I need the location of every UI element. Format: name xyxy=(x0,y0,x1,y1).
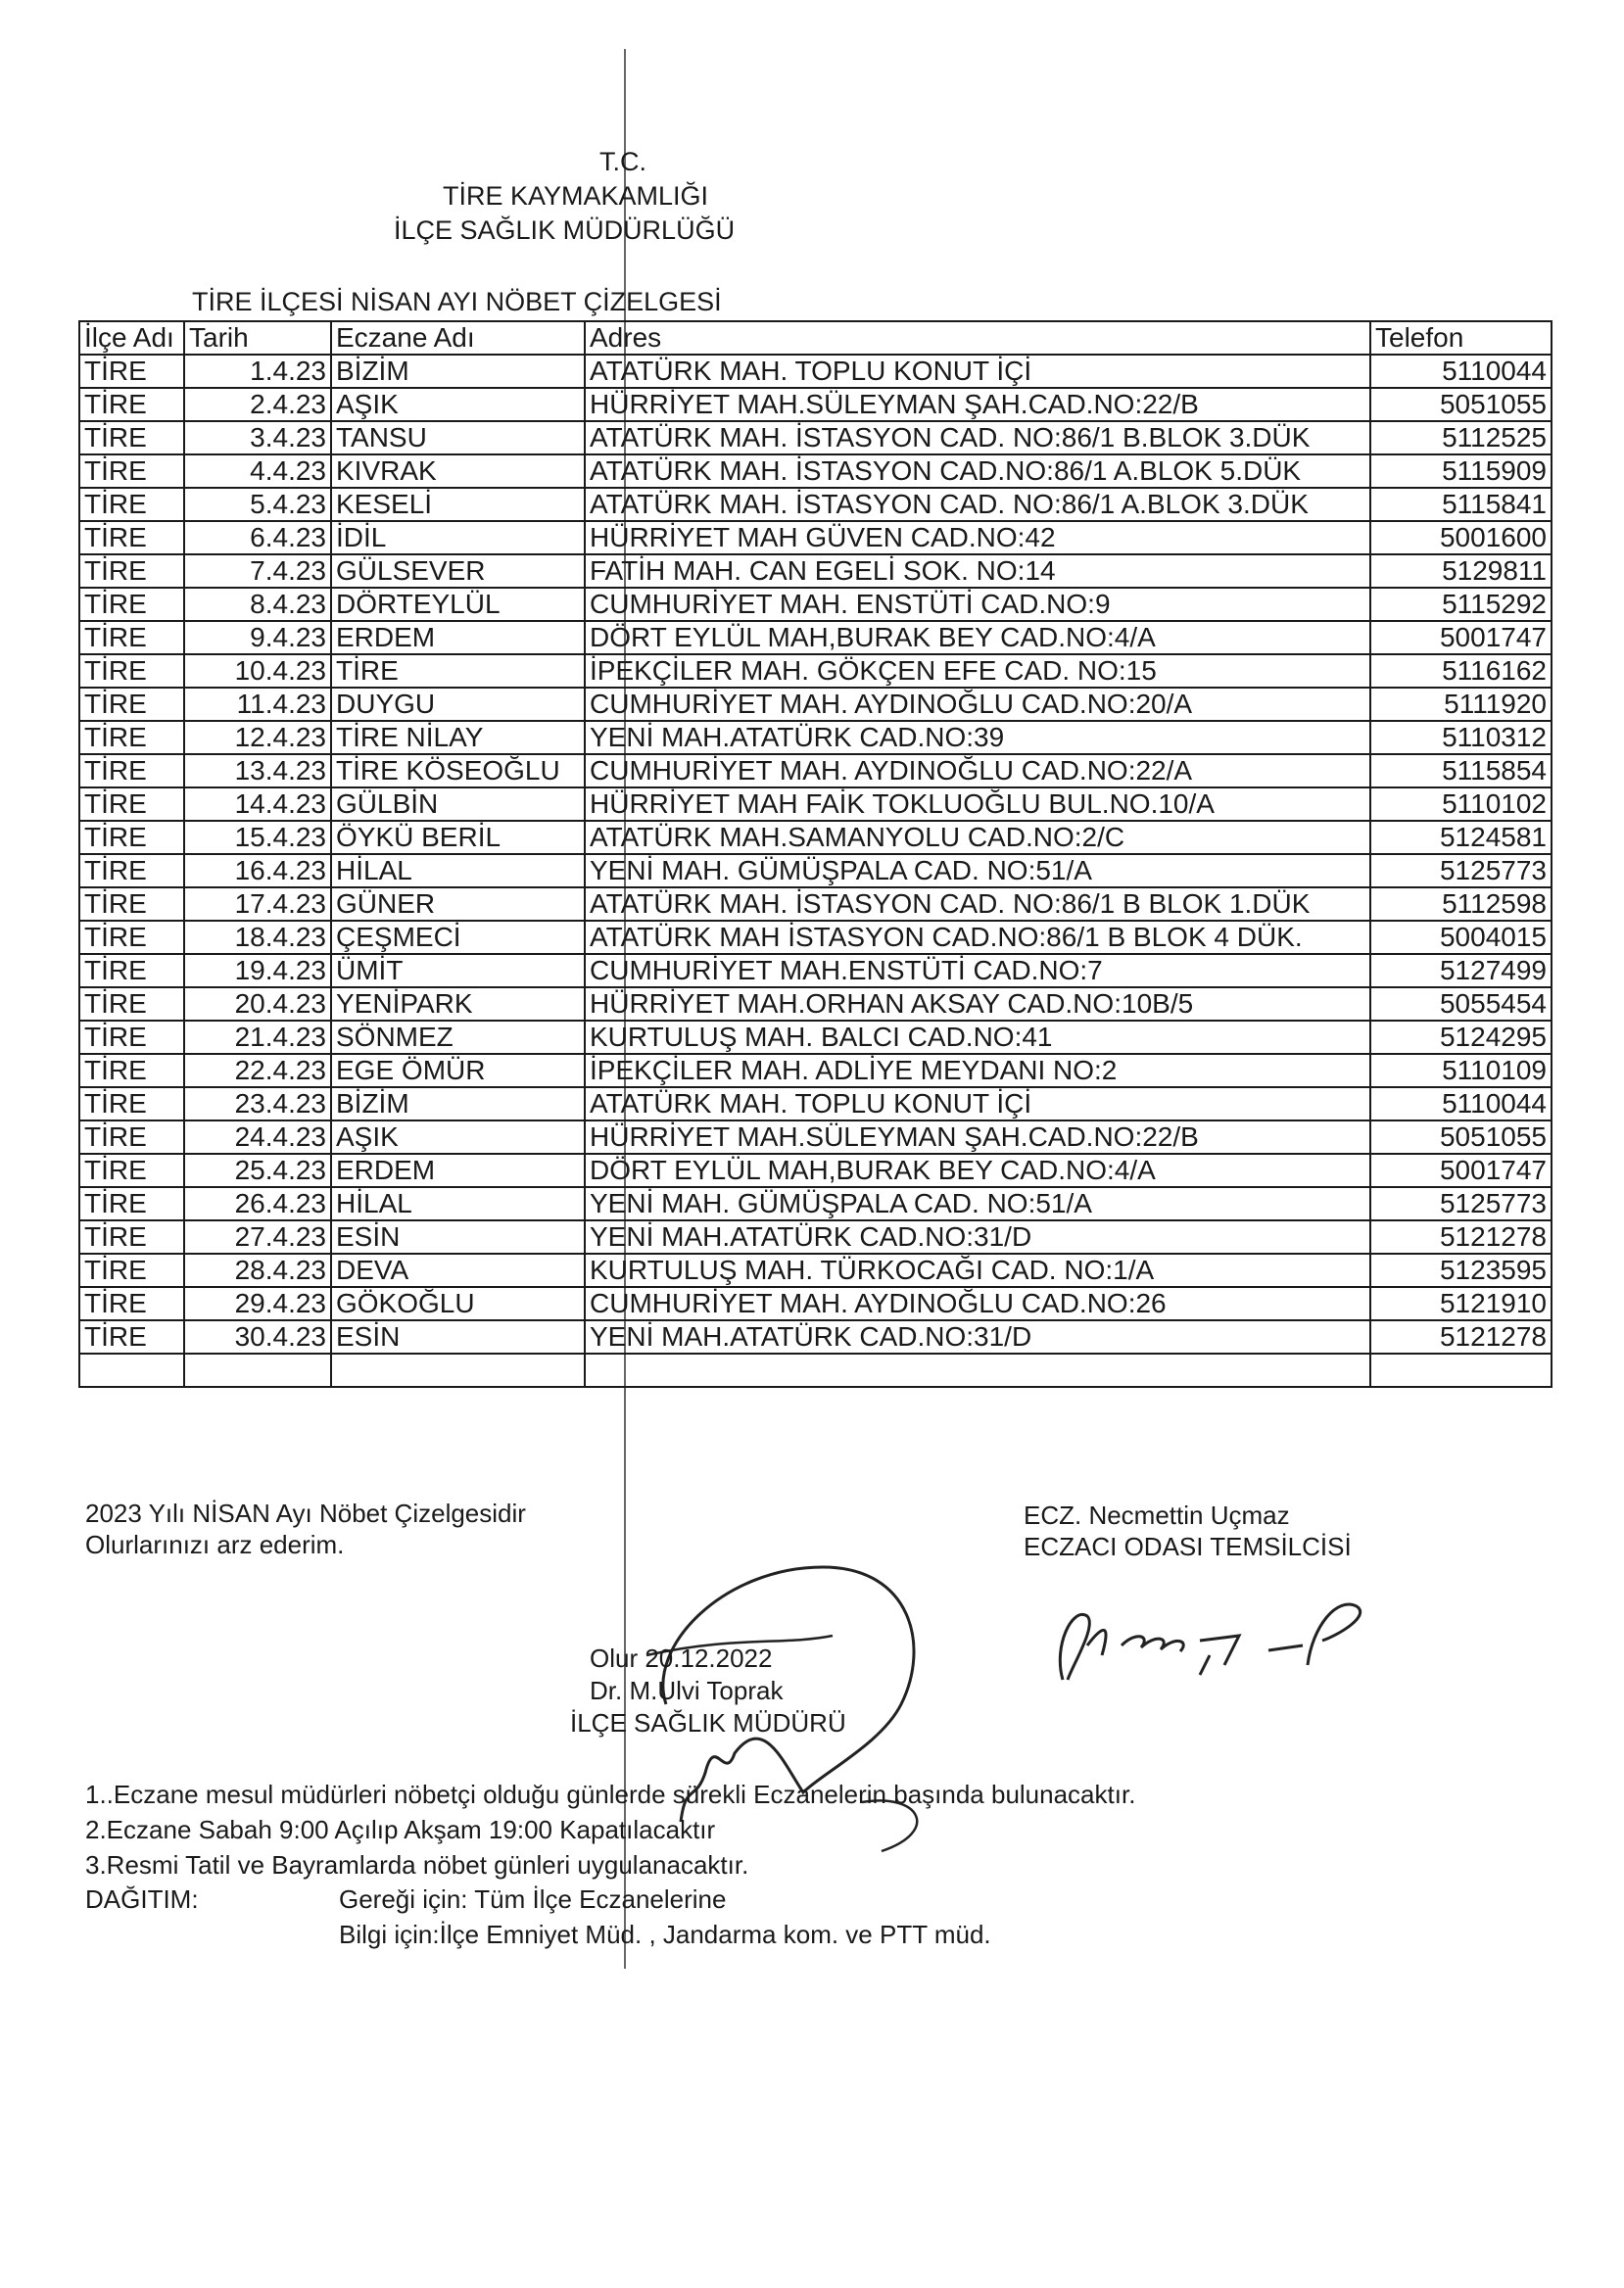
cell-adres: ATATÜRK MAH. TOPLU KONUT İÇİ xyxy=(585,355,1370,388)
cell-adres: HÜRRİYET MAH.SÜLEYMAN ŞAH.CAD.NO:22/B xyxy=(585,1120,1370,1154)
table-row xyxy=(79,654,1552,688)
cell-ilce: TİRE xyxy=(79,621,184,654)
cell-eczane: KESELİ xyxy=(331,488,585,521)
cell-ilce: TİRE xyxy=(79,355,184,388)
cell-eczane: GÜLBİN xyxy=(331,787,585,821)
cell-adres: ATATÜRK MAH. İSTASYON CAD. NO:86/1 B BLOK 1.DÜK xyxy=(585,887,1370,921)
cell-tarih: 20.4.23 xyxy=(184,987,331,1021)
cell-ilce: TİRE xyxy=(79,1054,184,1087)
cell-adres: KURTULUŞ MAH. BALCI CAD.NO:41 xyxy=(585,1021,1370,1054)
cell-ilce: TİRE xyxy=(79,1021,184,1054)
cell-adres: HÜRRİYET MAH.SÜLEYMAN ŞAH.CAD.NO:22/B xyxy=(585,388,1370,421)
cell-eczane: TANSU xyxy=(331,421,585,454)
distribution-action: Gereği için: Tüm İlçe Eczanelerine xyxy=(339,1884,727,1914)
cell-eczane: DUYGU xyxy=(331,688,585,721)
header-kaymakamlik: TİRE KAYMAKAMLIĞI xyxy=(443,181,709,211)
cell-ilce: TİRE xyxy=(79,787,184,821)
cell-ilce: TİRE xyxy=(79,1320,184,1354)
cell-telefon: 5110044 xyxy=(1370,355,1552,388)
table-row xyxy=(79,1220,1552,1254)
cell-ilce: TİRE xyxy=(79,887,184,921)
cell-adres: FATİH MAH. CAN EGELİ SOK. NO:14 xyxy=(585,554,1370,588)
cell-telefon: 5110102 xyxy=(1370,787,1552,821)
rule-2: 2.Eczane Sabah 9:00 Açılıp Akşam 19:00 Kapatılacaktır xyxy=(85,1815,716,1844)
cell-tarih: 28.4.23 xyxy=(184,1254,331,1287)
cell-ilce: TİRE xyxy=(79,721,184,754)
approval-date: Olur 20.12.2022 xyxy=(590,1644,773,1673)
cell-adres: YENİ MAH.ATATÜRK CAD.NO:31/D xyxy=(585,1320,1370,1354)
cell-telefon: 5001600 xyxy=(1370,521,1552,554)
table-row xyxy=(79,521,1552,554)
col-header-adres: Adres xyxy=(585,321,1370,355)
cell-eczane: ÖYKÜ BERİL xyxy=(331,821,585,854)
cell-tarih: 18.4.23 xyxy=(184,921,331,954)
cell-ilce: TİRE xyxy=(79,488,184,521)
cell-eczane: ERDEM xyxy=(331,621,585,654)
rep-title: ECZACI ODASI TEMSİLCİSİ xyxy=(1024,1532,1352,1561)
cell-eczane: İDİL xyxy=(331,521,585,554)
cell-tarih: 19.4.23 xyxy=(184,954,331,987)
cell-adres: YENİ MAH. GÜMÜŞPALA CAD. NO:51/A xyxy=(585,1187,1370,1220)
cell-telefon: 5127499 xyxy=(1370,954,1552,987)
cell-telefon: 5115292 xyxy=(1370,588,1552,621)
table-row xyxy=(79,1254,1552,1287)
cell-adres: İPEKÇİLER MAH. GÖKÇEN EFE CAD. NO:15 xyxy=(585,654,1370,688)
table-row xyxy=(79,421,1552,454)
cell-ilce: TİRE xyxy=(79,754,184,787)
cell-telefon: 5051055 xyxy=(1370,388,1552,421)
table-row xyxy=(79,355,1552,388)
cell-adres: İPEKÇİLER MAH. ADLİYE MEYDANI NO:2 xyxy=(585,1054,1370,1087)
cell-tarih: 23.4.23 xyxy=(184,1087,331,1120)
cell-adres: ATATÜRK MAH. İSTASYON CAD.NO:86/1 A.BLOK 5.DÜK xyxy=(585,454,1370,488)
cell-adres: DÖRT EYLÜL MAH,BURAK BEY CAD.NO:4/A xyxy=(585,621,1370,654)
cell-tarih: 22.4.23 xyxy=(184,1054,331,1087)
cell-eczane: EGE ÖMÜR xyxy=(331,1054,585,1087)
cell-ilce: TİRE xyxy=(79,821,184,854)
cell-ilce: TİRE xyxy=(79,454,184,488)
distribution-info: Bilgi için:İlçe Emniyet Müd. , Jandarma kom. ve PTT müd. xyxy=(339,1920,991,1949)
col-header-ilce: İlçe Adı xyxy=(79,321,184,355)
director-title: İLÇE SAĞLIK MÜDÜRÜ xyxy=(570,1708,846,1738)
table-row-empty xyxy=(79,1354,1552,1387)
cell-telefon: 5125773 xyxy=(1370,1187,1552,1220)
cell-eczane: HİLAL xyxy=(331,1187,585,1220)
cell-eczane: ESİN xyxy=(331,1320,585,1354)
table-row xyxy=(79,887,1552,921)
cell-tarih: 11.4.23 xyxy=(184,688,331,721)
cell-adres: CUMHURİYET MAH. AYDINOĞLU CAD.NO:26 xyxy=(585,1287,1370,1320)
note-month: 2023 Yılı NİSAN Ayı Nöbet Çizelgesidir xyxy=(85,1499,526,1528)
cell-eczane: ÇEŞMECİ xyxy=(331,921,585,954)
cell-ilce: TİRE xyxy=(79,987,184,1021)
cell-telefon: 5111920 xyxy=(1370,688,1552,721)
cell-tarih: 2.4.23 xyxy=(184,388,331,421)
cell-tarih: 21.4.23 xyxy=(184,1021,331,1054)
cell-adres: CUMHURİYET MAH.ENSTÜTİ CAD.NO:7 xyxy=(585,954,1370,987)
cell-adres: KURTULUŞ MAH. TÜRKOCAĞI CAD. NO:1/A xyxy=(585,1254,1370,1287)
cell-adres: YENİ MAH.ATATÜRK CAD.NO:39 xyxy=(585,721,1370,754)
table-row xyxy=(79,1120,1552,1154)
cell-empty xyxy=(585,1354,1370,1387)
cell-tarih: 7.4.23 xyxy=(184,554,331,588)
cell-eczane: DÖRTEYLÜL xyxy=(331,588,585,621)
cell-telefon: 5110044 xyxy=(1370,1087,1552,1120)
table-row xyxy=(79,621,1552,654)
col-header-tarih: Tarih xyxy=(184,321,331,355)
cell-eczane: YENİPARK xyxy=(331,987,585,1021)
cell-adres: HÜRRİYET MAH GÜVEN CAD.NO:42 xyxy=(585,521,1370,554)
distribution-label: DAĞITIM: xyxy=(85,1884,199,1914)
table-row xyxy=(79,1287,1552,1320)
col-header-eczane: Eczane Adı xyxy=(331,321,585,355)
cell-tarih: 12.4.23 xyxy=(184,721,331,754)
cell-ilce: TİRE xyxy=(79,1154,184,1187)
cell-eczane: SÖNMEZ xyxy=(331,1021,585,1054)
table-row xyxy=(79,1087,1552,1120)
cell-telefon: 5001747 xyxy=(1370,1154,1552,1187)
cell-telefon: 5121278 xyxy=(1370,1220,1552,1254)
cell-tarih: 25.4.23 xyxy=(184,1154,331,1187)
cell-eczane: GÜNER xyxy=(331,887,585,921)
cell-tarih: 10.4.23 xyxy=(184,654,331,688)
cell-eczane: ERDEM xyxy=(331,1154,585,1187)
table-row xyxy=(79,821,1552,854)
cell-eczane: TİRE xyxy=(331,654,585,688)
cell-ilce: TİRE xyxy=(79,688,184,721)
cell-telefon: 5121910 xyxy=(1370,1287,1552,1320)
cell-tarih: 3.4.23 xyxy=(184,421,331,454)
header-tc: T.C. xyxy=(599,147,647,176)
table-row xyxy=(79,1187,1552,1220)
cell-tarih: 29.4.23 xyxy=(184,1287,331,1320)
cell-ilce: TİRE xyxy=(79,954,184,987)
cell-eczane: GÜLSEVER xyxy=(331,554,585,588)
note-submit: Olurlarınızı arz ederim. xyxy=(85,1530,345,1559)
cell-telefon: 5115854 xyxy=(1370,754,1552,787)
schedule-table xyxy=(78,320,1552,1388)
cell-ilce: TİRE xyxy=(79,1254,184,1287)
cell-eczane: BİZİM xyxy=(331,355,585,388)
cell-adres: DÖRT EYLÜL MAH,BURAK BEY CAD.NO:4/A xyxy=(585,1154,1370,1187)
cell-ilce: TİRE xyxy=(79,1187,184,1220)
cell-adres: HÜRRİYET MAH FAİK TOKLUOĞLU BUL.NO.10/A xyxy=(585,787,1370,821)
cell-ilce: TİRE xyxy=(79,1120,184,1154)
cell-tarih: 24.4.23 xyxy=(184,1120,331,1154)
cell-tarih: 6.4.23 xyxy=(184,521,331,554)
table-row xyxy=(79,1054,1552,1087)
rule-1: 1..Eczane mesul müdürleri nöbetçi olduğu günlerde sürekli Eczanelerin başında bulunacaktır. xyxy=(85,1780,1136,1809)
cell-adres: YENİ MAH. GÜMÜŞPALA CAD. NO:51/A xyxy=(585,854,1370,887)
cell-telefon: 5116162 xyxy=(1370,654,1552,688)
cell-ilce: TİRE xyxy=(79,388,184,421)
cell-tarih: 9.4.23 xyxy=(184,621,331,654)
cell-telefon: 5001747 xyxy=(1370,621,1552,654)
cell-telefon: 5112598 xyxy=(1370,887,1552,921)
table-row xyxy=(79,754,1552,787)
table-row xyxy=(79,954,1552,987)
cell-adres: CUMHURİYET MAH. AYDINOĞLU CAD.NO:20/A xyxy=(585,688,1370,721)
cell-ilce: TİRE xyxy=(79,921,184,954)
cell-eczane: KIVRAK xyxy=(331,454,585,488)
cell-adres: CUMHURİYET MAH. ENSTÜTİ CAD.NO:9 xyxy=(585,588,1370,621)
table-row xyxy=(79,588,1552,621)
cell-tarih: 16.4.23 xyxy=(184,854,331,887)
cell-telefon: 5123595 xyxy=(1370,1254,1552,1287)
cell-tarih: 27.4.23 xyxy=(184,1220,331,1254)
cell-telefon: 5051055 xyxy=(1370,1120,1552,1154)
cell-telefon: 5004015 xyxy=(1370,921,1552,954)
cell-telefon: 5129811 xyxy=(1370,554,1552,588)
cell-ilce: TİRE xyxy=(79,421,184,454)
cell-telefon: 5055454 xyxy=(1370,987,1552,1021)
cell-adres: ATATÜRK MAH.SAMANYOLU CAD.NO:2/C xyxy=(585,821,1370,854)
cell-tarih: 26.4.23 xyxy=(184,1187,331,1220)
cell-eczane: ESİN xyxy=(331,1220,585,1254)
director-name: Dr. M.Ulvi Toprak xyxy=(590,1676,784,1705)
header-mudurluk: İLÇE SAĞLIK MÜDÜRLÜĞÜ xyxy=(394,215,736,245)
cell-empty xyxy=(79,1354,184,1387)
rule-3: 3.Resmi Tatil ve Bayramlarda nöbet günleri uygulanacaktır. xyxy=(85,1850,749,1880)
cell-adres: ATATÜRK MAH. TOPLU KONUT İÇİ xyxy=(585,1087,1370,1120)
table-row xyxy=(79,721,1552,754)
cell-adres: ATATÜRK MAH İSTASYON CAD.NO:86/1 B BLOK 4 DÜK. xyxy=(585,921,1370,954)
cell-ilce: TİRE xyxy=(79,588,184,621)
cell-ilce: TİRE xyxy=(79,554,184,588)
cell-adres: YENİ MAH.ATATÜRK CAD.NO:31/D xyxy=(585,1220,1370,1254)
rep-signature xyxy=(1043,1587,1396,1704)
table-row xyxy=(79,787,1552,821)
cell-telefon: 5124581 xyxy=(1370,821,1552,854)
cell-empty xyxy=(184,1354,331,1387)
cell-telefon: 5124295 xyxy=(1370,1021,1552,1054)
cell-eczane: AŞIK xyxy=(331,388,585,421)
cell-ilce: TİRE xyxy=(79,1220,184,1254)
cell-adres: ATATÜRK MAH. İSTASYON CAD. NO:86/1 A.BLOK 3.DÜK xyxy=(585,488,1370,521)
cell-eczane: GÖKOĞLU xyxy=(331,1287,585,1320)
table-row xyxy=(79,554,1552,588)
cell-eczane: BİZİM xyxy=(331,1087,585,1120)
cell-tarih: 17.4.23 xyxy=(184,887,331,921)
cell-ilce: TİRE xyxy=(79,1287,184,1320)
table-row xyxy=(79,987,1552,1021)
cell-eczane: TİRE KÖSEOĞLU xyxy=(331,754,585,787)
cell-empty xyxy=(331,1354,585,1387)
cell-tarih: 5.4.23 xyxy=(184,488,331,521)
table-row xyxy=(79,688,1552,721)
cell-tarih: 14.4.23 xyxy=(184,787,331,821)
cell-telefon: 5115841 xyxy=(1370,488,1552,521)
table-row xyxy=(79,921,1552,954)
cell-eczane: ÜMİT xyxy=(331,954,585,987)
cell-tarih: 1.4.23 xyxy=(184,355,331,388)
table-row xyxy=(79,388,1552,421)
document-title: TİRE İLÇESİ NİSAN AYI NÖBET ÇİZELGESİ xyxy=(192,287,722,316)
cell-eczane: TİRE NİLAY xyxy=(331,721,585,754)
cell-eczane: AŞIK xyxy=(331,1120,585,1154)
cell-ilce: TİRE xyxy=(79,1087,184,1120)
cell-telefon: 5125773 xyxy=(1370,854,1552,887)
table-row xyxy=(79,854,1552,887)
table-row xyxy=(79,454,1552,488)
table-row xyxy=(79,1021,1552,1054)
cell-tarih: 13.4.23 xyxy=(184,754,331,787)
cell-telefon: 5112525 xyxy=(1370,421,1552,454)
cell-tarih: 8.4.23 xyxy=(184,588,331,621)
table-header-row xyxy=(79,321,1552,355)
cell-ilce: TİRE xyxy=(79,854,184,887)
table-row xyxy=(79,488,1552,521)
cell-telefon: 5110109 xyxy=(1370,1054,1552,1087)
cell-telefon: 5110312 xyxy=(1370,721,1552,754)
cell-tarih: 15.4.23 xyxy=(184,821,331,854)
cell-eczane: HİLAL xyxy=(331,854,585,887)
cell-telefon: 5115909 xyxy=(1370,454,1552,488)
cell-adres: HÜRRİYET MAH.ORHAN AKSAY CAD.NO:10B/5 xyxy=(585,987,1370,1021)
rep-name: ECZ. Necmettin Uçmaz xyxy=(1024,1501,1290,1530)
table-row xyxy=(79,1320,1552,1354)
cell-tarih: 30.4.23 xyxy=(184,1320,331,1354)
cell-tarih: 4.4.23 xyxy=(184,454,331,488)
cell-empty xyxy=(1370,1354,1552,1387)
cell-adres: CUMHURİYET MAH. AYDINOĞLU CAD.NO:22/A xyxy=(585,754,1370,787)
cell-adres: ATATÜRK MAH. İSTASYON CAD. NO:86/1 B.BLOK 3.DÜK xyxy=(585,421,1370,454)
cell-telefon: 5121278 xyxy=(1370,1320,1552,1354)
col-header-telefon: Telefon xyxy=(1370,321,1552,355)
cell-eczane: DEVA xyxy=(331,1254,585,1287)
cell-ilce: TİRE xyxy=(79,654,184,688)
table-row xyxy=(79,1154,1552,1187)
cell-ilce: TİRE xyxy=(79,521,184,554)
